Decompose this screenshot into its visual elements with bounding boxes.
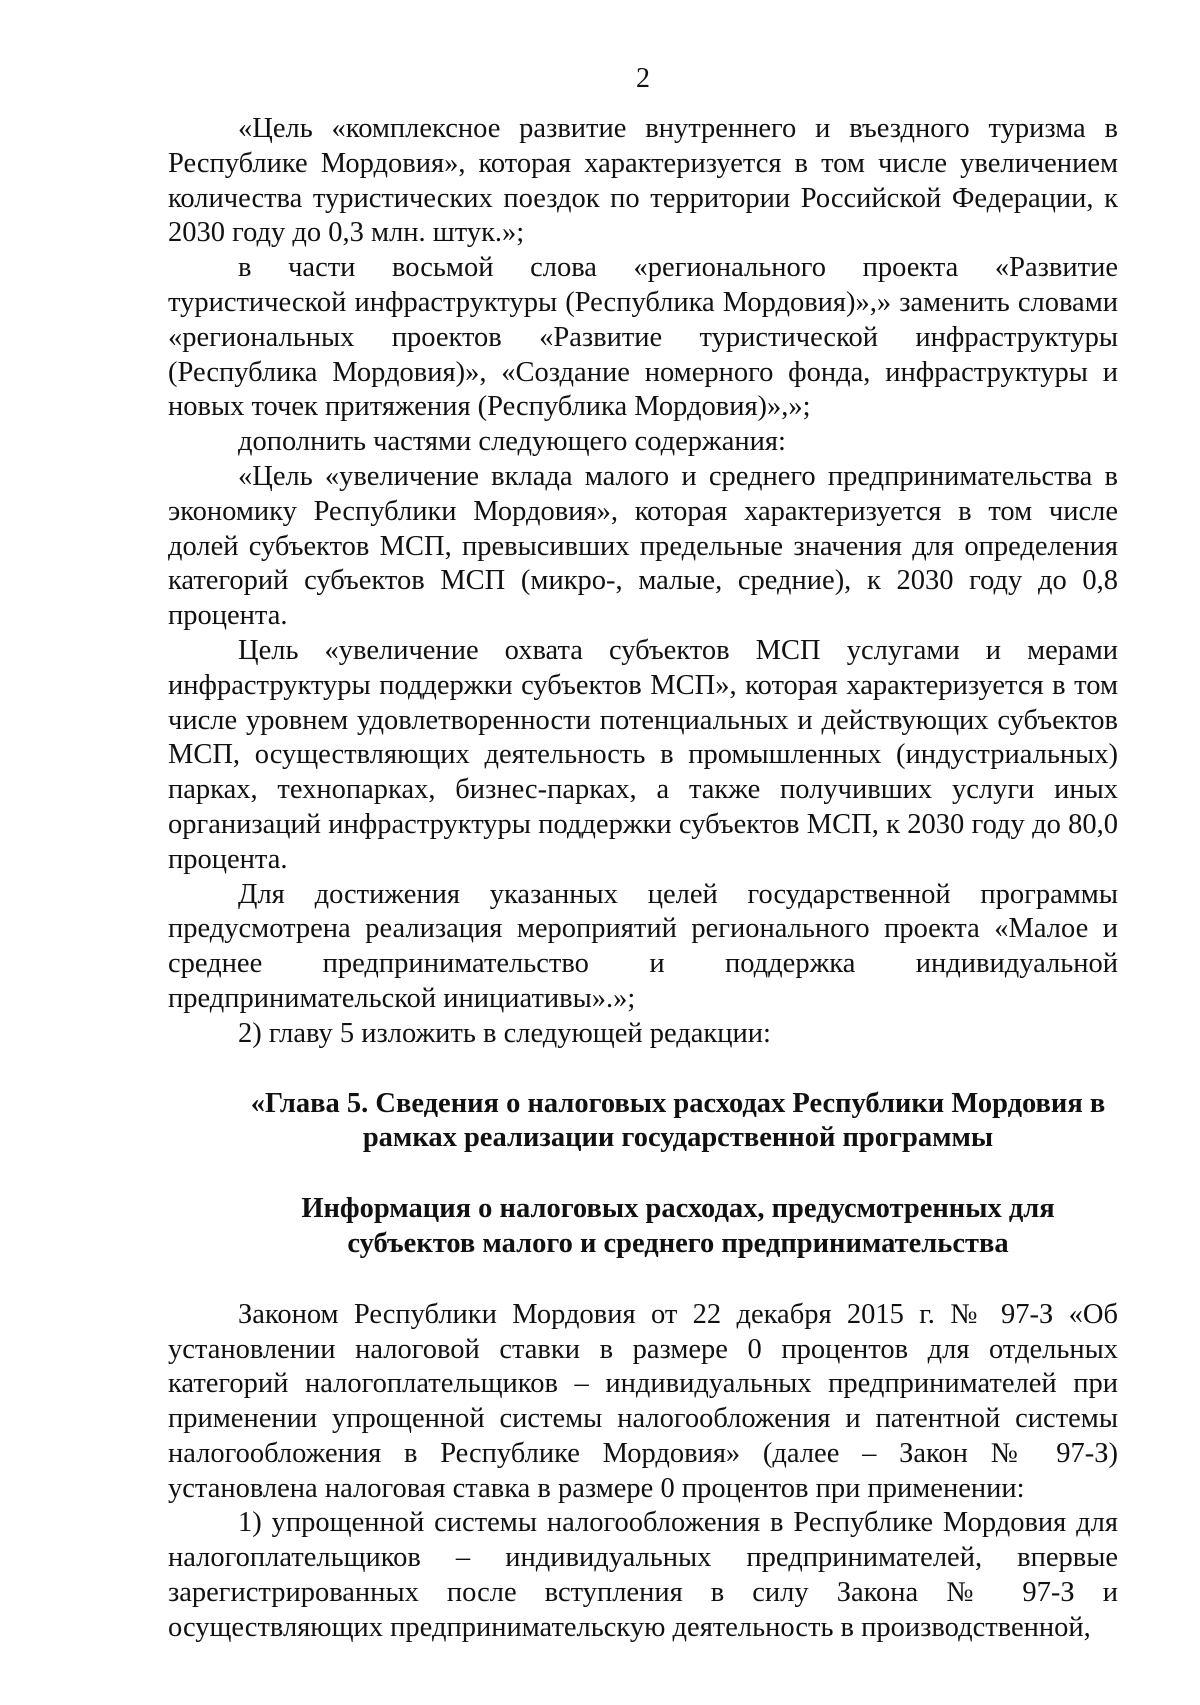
paragraph-regional-project: Для достижения указанных целей государственной программы предусмотрена реализация мероприятий регионального проекта «Малое и среднее предпринимательство и поддержка индивидуальной предпринимательской инициативы».»; [168,878,1118,1014]
paragraph-tourism-goal: «Цель «комплексное развитие внутреннего и въездного туризма в Республике Мордовия», которая характеризуется в том числе увеличением количества туристических поездок по территории Российской Федерации, к 2030 году до 0,3 млн. штук.»; [168,113,1118,249]
chapter-heading: «Глава 5. Сведения о налоговых расходах Республики Мордовия в рамках реализации государственной программы [250,1087,1106,1154]
info-heading: Информация о налоговых расходах, предусмотренных для субъектов малого и среднего предпринимательства [301,1193,1055,1259]
paragraph-sme-coverage-goal: Цель «увеличение охвата субъектов МСП услугами и мерами инфраструктуры поддержки субъектов МСП», которая характеризуется в том числе уровнем удовлетворенности потенциальных и действующих субъектов МСП, осуществляющих деятельность в промышленных (индустриальных) парках, технопарках, бизнес-парках, а также получивших услуги иных организаций инфраструктуры поддержки субъектов МСП, к 2030 году до 80,0 процента. [168,634,1118,875]
paragraph-add-parts: дополнить частями следующего содержания: [238,426,786,458]
paragraph-chapter-edit: 2) главу 5 изложить в следующей редакции: [238,1017,771,1049]
page-number: 2 [636,63,650,94]
paragraph-simplified-tax-system: 1) упрощенной системы налогообложения в Республике Мордовия для налогоплательщиков – индивидуальных предпринимателей, впервые зарегистрированных после вступления в силу Закона № 97-З и осуществляющих предпринимательскую деятельность в производственной, [168,1507,1118,1643]
paragraph-sme-contribution-goal: «Цель «увеличение вклада малого и среднего предпринимательства в экономику Республики Мордовия», которая характеризуется в том числе долей субъектов МСП, превысивших предельные значения для определения категорий субъектов МСП (микро-, малые, средние), к 2030 году до 0,8 процента. [168,460,1118,632]
paragraph-law-97z: Законом Республики Мордовия от 22 декабря 2015 г. № 97-З «Об установлении налоговой ставки в размере 0 процентов для отдельных категорий налогоплательщиков – индивидуальных предпринимателей при применении упрощенной системы налогообложения и патентной системы налогообложения в Республике Мордовия» (далее – Закон № 97-З) установлена налоговая ставка в размере 0 процентов при применении: [168,1298,1118,1504]
paragraph-replace-words: в части восьмой слова «регионального проекта «Развитие туристической инфраструктуры (Республика Мордовия)»,» заменить словами «региональных проектов «Развитие туристической инфраструктуры (Республика Мордовия)», «Создание номерного фонда, инфраструктуры и новых точек притяжения (Республика Мордовия)»,»; [168,252,1118,423]
document-page [168,62,1118,1646]
